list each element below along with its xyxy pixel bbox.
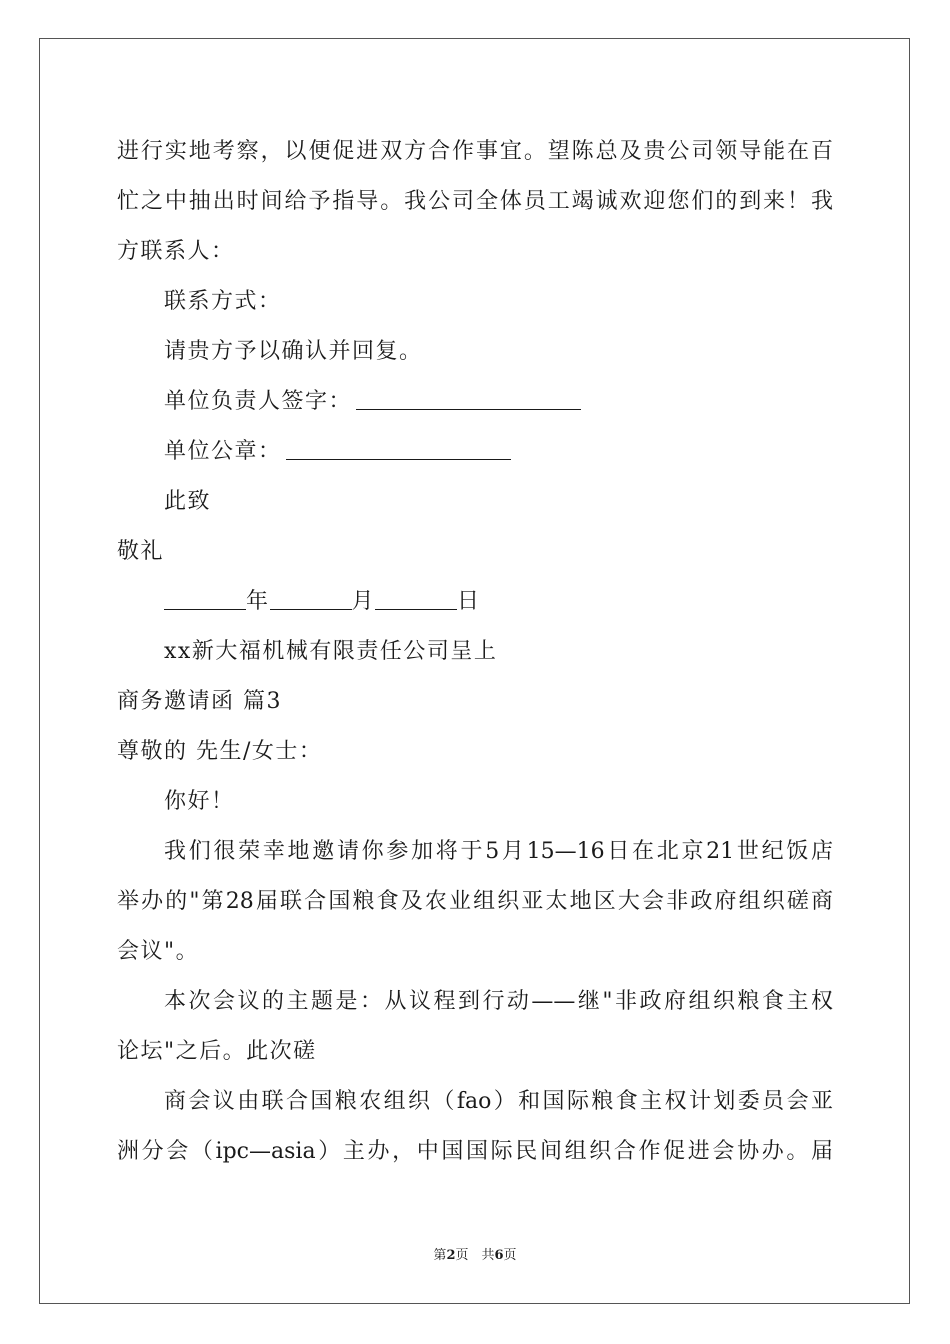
current-page-number: 2 <box>446 1248 456 1263</box>
confirm-line: 请贵方予以确认并回复。 <box>164 339 423 364</box>
footer-mid: 页 共 <box>455 1248 495 1263</box>
month-label: 月 <box>351 589 376 614</box>
hello-line: 你好！ <box>164 789 235 814</box>
seal-line <box>117 427 833 477</box>
paragraph-line: 忙之中抽出时间给予指导。我公司全体员工竭诚欢迎您们的到来！我 <box>117 189 833 214</box>
total-page-number: 6 <box>494 1248 504 1263</box>
paragraph-line: 进行实地考察，以便促进双方合作事宜。望陈总及贵公司领导能在百 <box>117 139 833 164</box>
year-blank <box>164 587 246 610</box>
paragraph-line: 洲分会（ipc—asia）主办，中国国际民间组织合作促进会协办。届 <box>117 1139 833 1164</box>
month-blank <box>270 587 352 610</box>
paragraph-line: 商会议由联合国粮农组织（fao）和国际粮食主权计划委员会亚 <box>164 1089 833 1114</box>
footer-suffix: 页 <box>503 1248 517 1263</box>
contact-method-line: 联系方式： <box>164 289 282 314</box>
paragraph-line: 我们很荣幸地邀请你参加将于5月15—16日在北京21世纪饭店 <box>164 839 833 864</box>
signature-line <box>117 377 833 427</box>
salutation-line: 敬礼 <box>117 539 165 564</box>
day-label: 日 <box>457 589 481 614</box>
page-footer <box>0 1246 950 1266</box>
paragraph-line: 本次会议的主题是：从议程到行动——继"非政府组织粮食主权 <box>164 989 833 1014</box>
section-heading: 商务邀请函 篇3 <box>117 689 282 714</box>
seal-label: 单位公章： <box>164 439 282 464</box>
closing-line: 此致 <box>164 489 212 514</box>
paragraph-line: 论坛"之后。此次磋 <box>117 1039 317 1064</box>
signature-blank <box>356 387 581 410</box>
paragraph-line: 会议"。 <box>117 939 200 964</box>
greeting-line: 尊敬的 先生/女士： <box>117 739 323 764</box>
date-line <box>117 577 833 627</box>
paragraph-line: 举办的"第28届联合国粮食及农业组织亚太地区大会非政府组织磋商 <box>117 889 833 914</box>
document-body <box>117 127 833 1177</box>
footer-prefix: 第 <box>433 1248 447 1263</box>
paragraph-line: 方联系人： <box>117 239 235 264</box>
day-blank <box>375 587 457 610</box>
seal-blank <box>286 437 511 460</box>
year-label: 年 <box>246 589 270 614</box>
sender-line: xx新大福机械有限责任公司呈上 <box>164 639 498 664</box>
signature-label: 单位负责人签字： <box>164 389 353 414</box>
